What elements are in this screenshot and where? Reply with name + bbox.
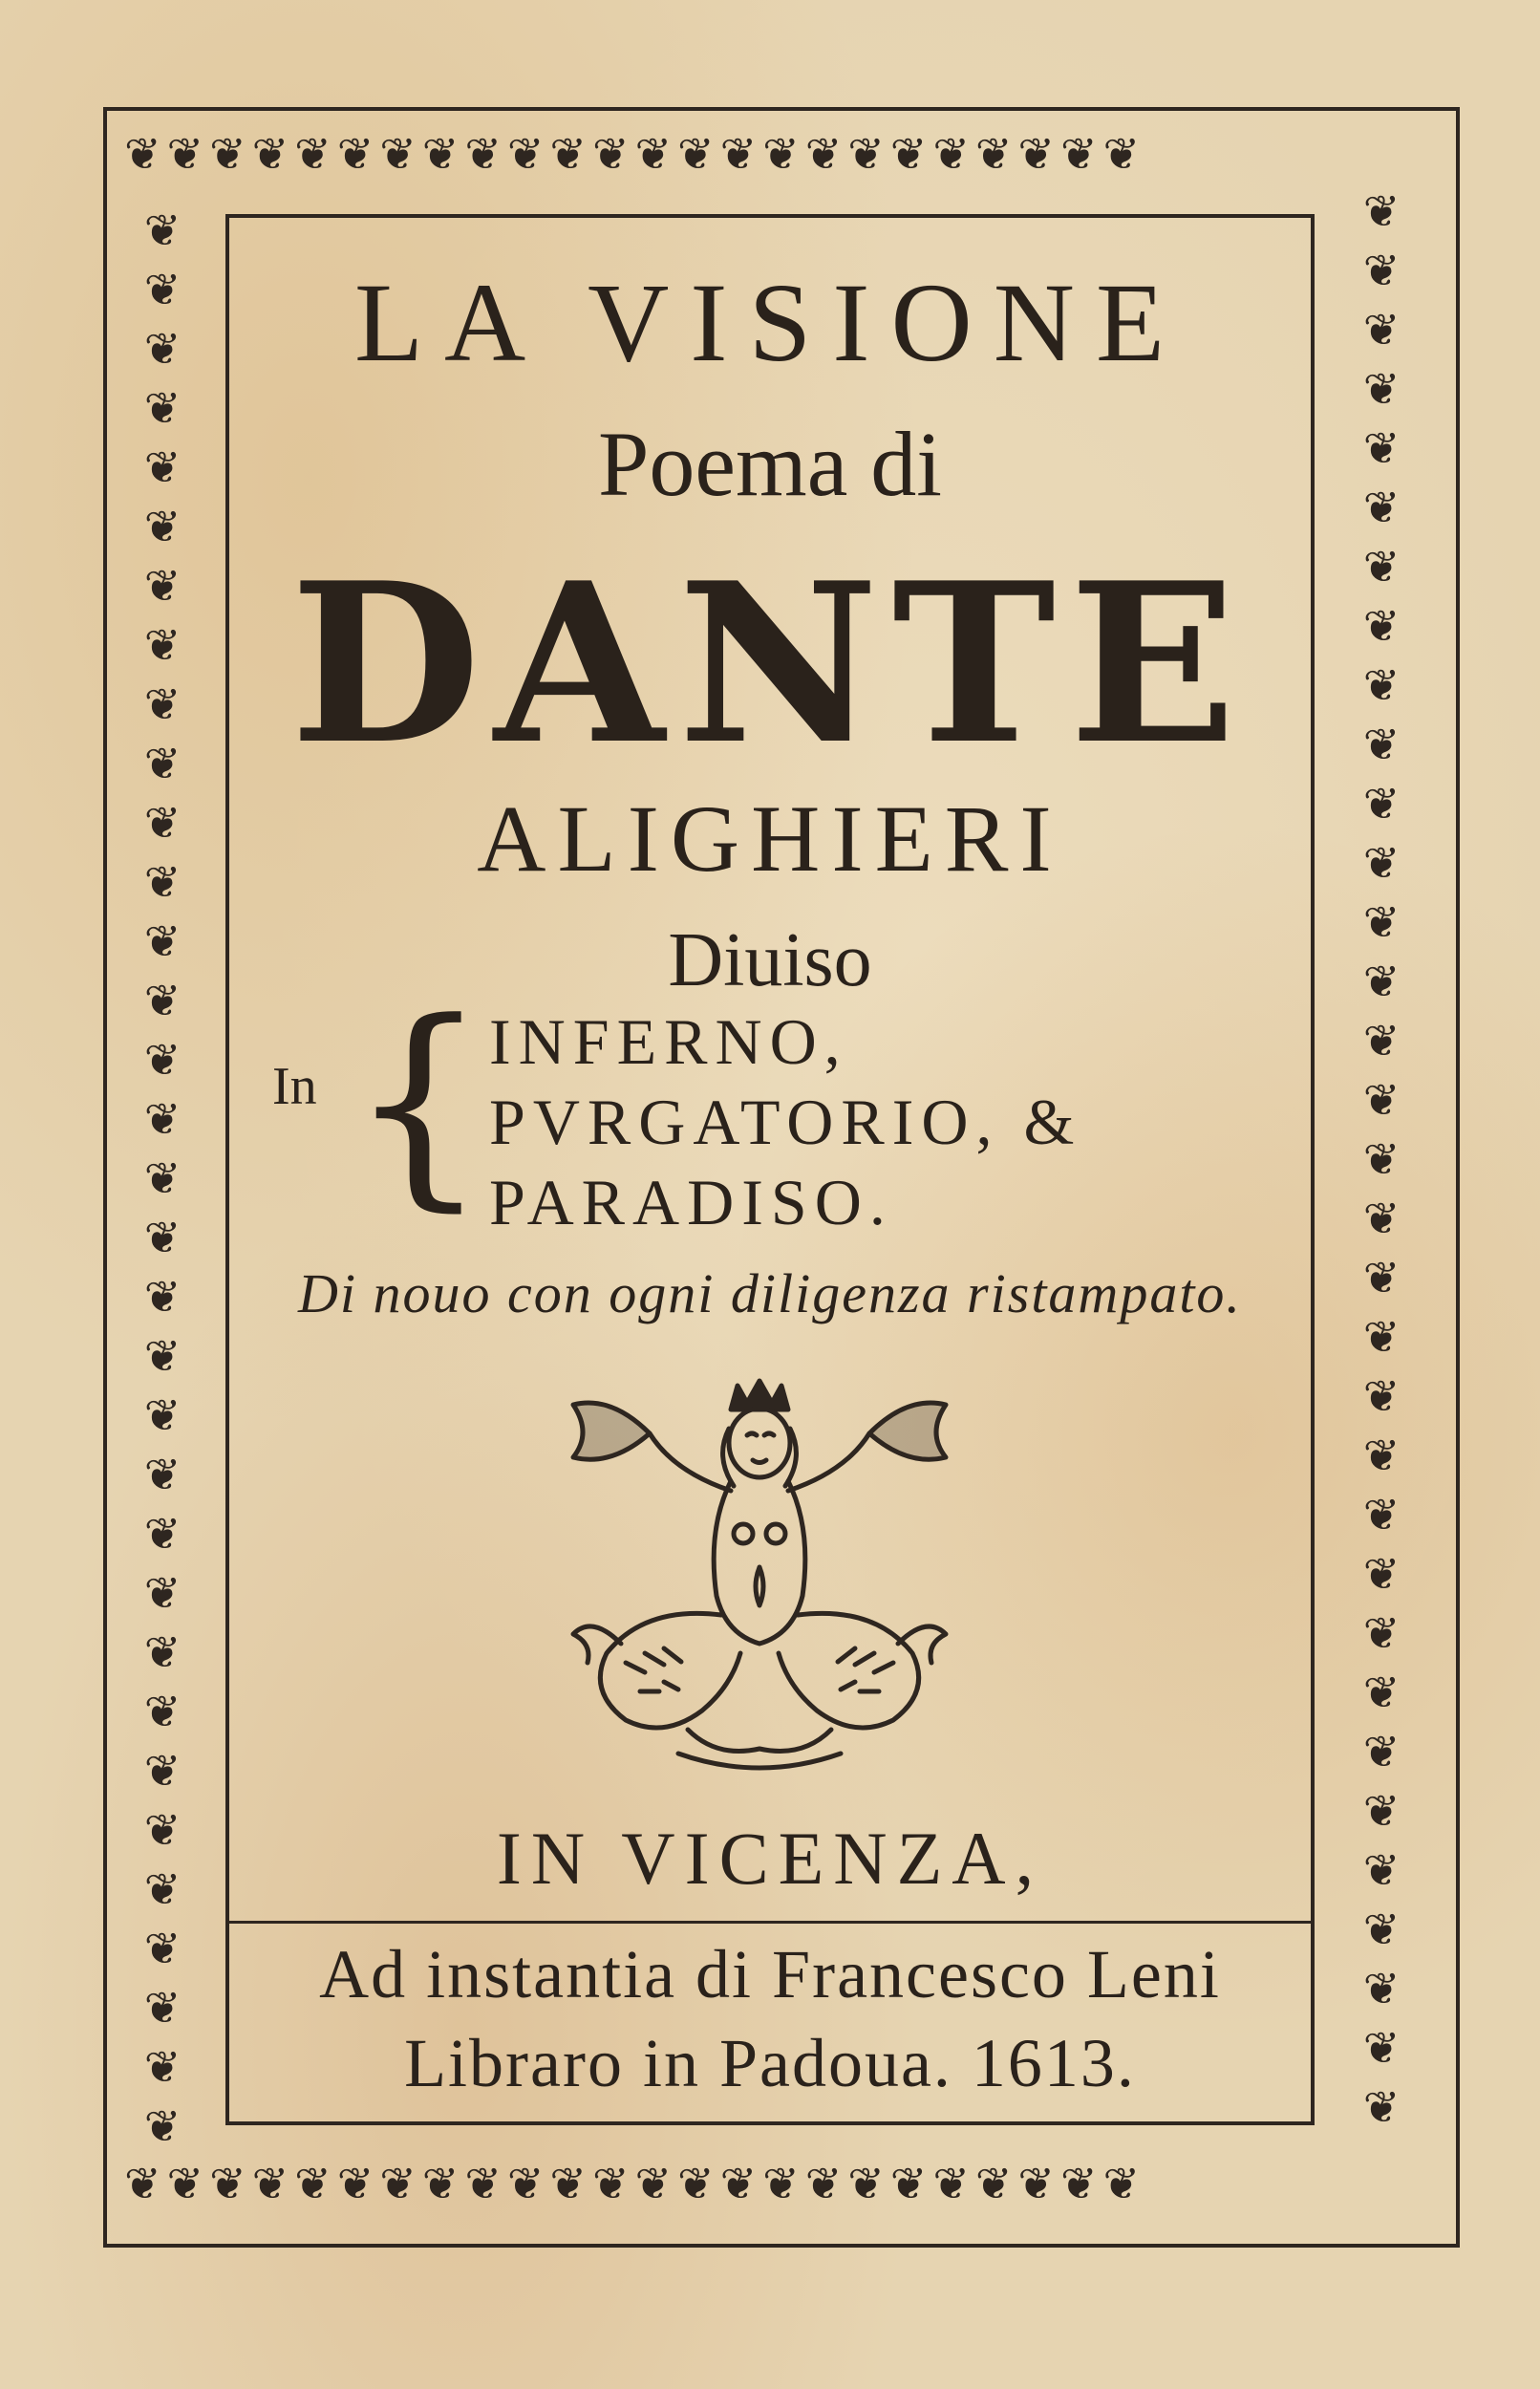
crowned-siren-device-icon xyxy=(535,1376,984,1777)
left-ornament-border: ❦❦❦❦❦❦❦❦❦❦❦❦❦❦❦❦❦❦❦❦❦❦❦❦❦❦❦❦❦❦❦❦❦ xyxy=(143,204,182,2150)
curly-brace-icon: { xyxy=(349,976,489,1231)
top-ornament-border: ❦❦❦❦❦❦❦❦❦❦❦❦❦❦❦❦❦❦❦❦❦❦❦❦ xyxy=(124,132,1146,180)
imprint-publisher: Ad instantia di Francesco Leni xyxy=(319,1936,1221,2012)
title-diuiso: Diuiso xyxy=(668,918,872,1002)
part-purgatorio: PVRGATORIO, & xyxy=(489,1086,1082,1158)
in-word: In xyxy=(272,1057,317,1116)
parts-list xyxy=(489,1001,1081,1242)
title-poema-di: Poema di xyxy=(598,413,942,515)
subtitle-reprint-note: Di nouo con ogni diligenza ristampato. xyxy=(298,1262,1242,1324)
imprint-divider xyxy=(225,1921,1315,1924)
bottom-ornament-border: ❦❦❦❦❦❦❦❦❦❦❦❦❦❦❦❦❦❦❦❦❦❦❦❦ xyxy=(124,2162,1146,2209)
title-author-last: ALIGHIERI xyxy=(477,786,1063,892)
part-inferno: INFERNO, xyxy=(489,1005,848,1078)
right-ornament-border: ❦❦❦❦❦❦❦❦❦❦❦❦❦❦❦❦❦❦❦❦❦❦❦❦❦❦❦❦❦❦❦❦❦ xyxy=(1362,185,1401,2133)
imprint-date: Libraro in Padoua. 1613. xyxy=(404,2025,1136,2101)
title-author-first: DANTE xyxy=(289,535,1251,793)
imprint-place: IN VICENZA, xyxy=(496,1817,1044,1900)
title-la-visione: LA VISIONE xyxy=(353,260,1187,385)
part-paradiso: PARADISO. xyxy=(489,1166,893,1238)
